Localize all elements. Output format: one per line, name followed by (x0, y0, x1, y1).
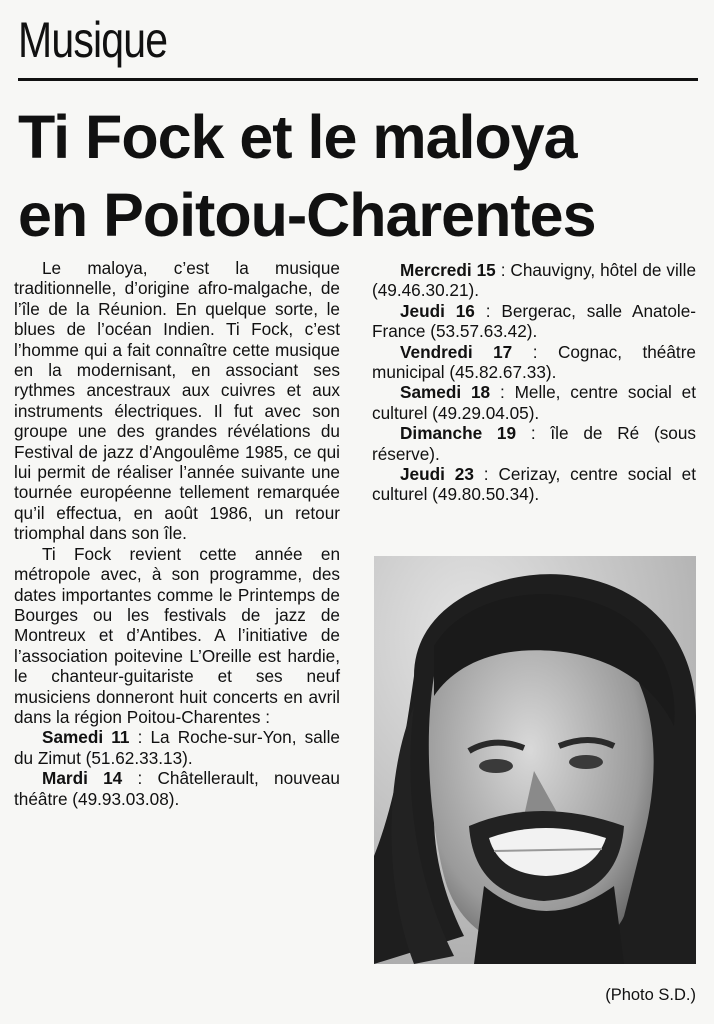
date-info: : Melle, centre social et culturel (49.29.04.05). (372, 382, 697, 423)
date-entry (14, 727, 340, 768)
date-day: Jeudi 16 (400, 300, 475, 321)
date-day: Mercredi 15 (400, 260, 496, 280)
portrait-photo (374, 556, 696, 964)
portrait-illustration (374, 556, 696, 964)
article-column-left (14, 258, 340, 809)
date-entry (372, 382, 696, 423)
date-day: Samedi 18 (400, 382, 491, 403)
date-day: Jeudi 23 (400, 464, 474, 485)
headline-line-2: en Poitou-Charentes (18, 181, 596, 249)
date-entry (372, 464, 696, 505)
date-entry (372, 260, 696, 301)
photo-credit: (Photo S.D.) (605, 986, 696, 1004)
paragraph-tour: Ti Fock revient cette année en métropole avec, à son programme, des dates importantes comme le Printemps de Bourges ou les festivals de jazz de Montreux et d’Antibes. A l’initiative de l’association poitevine L’Oreille est hardie, le chanteur-guitariste et ses neuf musiciens donneront huit concerts en avril dans la région Poitou-Charentes : (14, 543, 340, 727)
date-info: : Bergerac, salle Anatole-France (53.57.63.42). (372, 300, 696, 342)
date-day: Vendredi 17 (400, 341, 513, 362)
date-info: : Cognac, théâtre municipal (45.82.67.33). (372, 341, 696, 383)
date-entry (14, 768, 340, 809)
date-info: : Chauvigny, hôtel de ville (49.46.30.21). (372, 260, 697, 301)
date-info: : La Roche-sur-Yon, salle du Zimut (51.62.33.13). (14, 727, 340, 768)
paragraph-intro: Le maloya, c’est la musique traditionnelle, d’origine afro-malgache, de l’île de la Réunion. En quelque sorte, le blues de l’océan Indien. Ti Fock, c’est l’homme qui a fait connaître cette musique en la modernisant, en associant ses rythmes ancestraux aux cuivres et aux instruments électriques. Il fut avec son groupe une des grandes révélations du Festival de jazz d’Angoulême 1985, ce qui lui permit de réaliser l’année suivante une tournée européenne tellement remarquée qu’il effectua, en août 1986, un retour triomphal dans son île. (14, 258, 340, 544)
headline (18, 98, 714, 254)
date-entry (372, 423, 696, 464)
date-entry (372, 342, 696, 383)
section-rule (18, 78, 698, 81)
date-day: Samedi 11 (42, 727, 130, 748)
article-column-right (372, 260, 696, 505)
headline-line-1: Ti Fock et le maloya (18, 103, 577, 171)
date-day: Mardi 14 (42, 768, 123, 789)
date-day: Dimanche 19 (400, 423, 517, 444)
date-entry (372, 301, 696, 342)
date-info: : Cerizay, centre social et culturel (49.80.50.34). (372, 464, 696, 505)
date-info: : Châtellerault, nouveau théâtre (49.93.03.08). (14, 768, 340, 809)
section-label: Musique (18, 12, 168, 68)
date-info: : île de Ré (sous réserve). (372, 423, 696, 464)
